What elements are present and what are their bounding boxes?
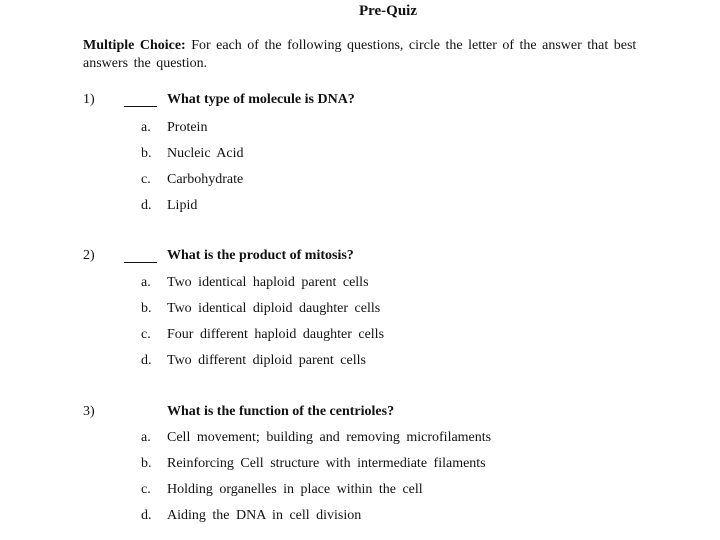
option-letter: c. xyxy=(141,172,151,187)
question-number: 2) xyxy=(83,248,95,263)
option-text: Holding organelles in place within the cell xyxy=(167,482,423,497)
option-letter: c. xyxy=(141,482,151,497)
option-letter: b. xyxy=(141,456,152,471)
option-text: Cell movement; building and removing microfilaments xyxy=(167,430,492,445)
instructions-text: For each of the following questions, circle the letter of the answer that best answers the question. xyxy=(83,38,637,71)
option-text: Protein xyxy=(167,120,208,135)
option-text: Aiding the DNA in cell division xyxy=(167,508,362,523)
instructions-heading: Multiple Choice: xyxy=(83,38,186,53)
option-text: Nucleic Acid xyxy=(167,146,244,161)
question-number: 1) xyxy=(83,92,95,107)
option-letter: d. xyxy=(141,508,152,523)
question-number: 3) xyxy=(83,404,95,419)
answer-blank[interactable] xyxy=(124,106,157,107)
question-text: What is the product of mitosis? xyxy=(167,248,354,263)
option-letter: b. xyxy=(141,301,152,316)
option-letter: b. xyxy=(141,146,152,161)
page-title: Pre-Quiz xyxy=(358,3,418,19)
option-text: Four different haploid daughter cells xyxy=(167,327,385,342)
option-letter: a. xyxy=(141,275,151,290)
option-letter: d. xyxy=(141,198,152,213)
option-letter: a. xyxy=(141,430,151,445)
option-text: Carbohydrate xyxy=(167,172,244,187)
option-text: Two different diploid parent cells xyxy=(167,353,366,368)
option-letter: d. xyxy=(141,353,152,368)
option-letter: c. xyxy=(141,327,151,342)
option-text: Two identical haploid parent cells xyxy=(167,275,369,290)
option-text: Lipid xyxy=(167,198,198,213)
option-text: Reinforcing Cell structure with intermediate filaments xyxy=(167,456,486,471)
option-text: Two identical diploid daughter cells xyxy=(167,301,381,316)
answer-blank[interactable] xyxy=(124,262,157,263)
instructions xyxy=(83,37,673,73)
option-letter: a. xyxy=(141,120,151,135)
question-text: What type of molecule is DNA? xyxy=(167,92,355,107)
question-text: What is the function of the centrioles? xyxy=(167,404,395,419)
